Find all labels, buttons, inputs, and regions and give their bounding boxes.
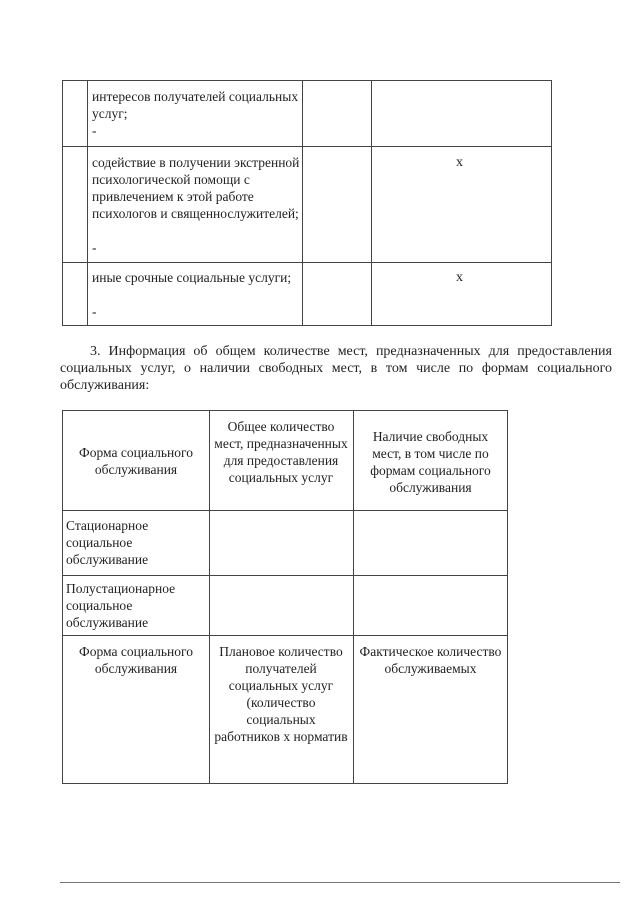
services-table — [62, 80, 552, 326]
table-cell-form: Стационарное социальное обслуживание — [66, 518, 149, 567]
column-header-free: Наличие свободных мест, в том числе по формам социального обслуживания — [370, 429, 491, 495]
table-cell-mark: х — [456, 270, 463, 285]
table-border — [62, 80, 63, 326]
table-border — [551, 80, 552, 326]
table-cell-service: содействие в получении экстренной психологической помощи с привлечением к этой работе психологов и священнослужителей; — [92, 155, 300, 221]
table-border — [302, 80, 303, 326]
table-border — [62, 783, 508, 784]
table-border — [507, 410, 508, 784]
places-table — [62, 410, 508, 784]
table-border — [62, 410, 508, 411]
table-cell-service: интересов получателей социальных услуг; — [92, 89, 299, 121]
column-header-total: Общее количество мест, предназначенных для предоставления социальных услуг — [214, 419, 348, 485]
table-border — [62, 575, 508, 576]
column-header-form: Форма социального обслуживания — [79, 445, 193, 477]
table-cell-mark: х — [456, 155, 463, 170]
table-border — [62, 635, 508, 636]
column-header-planned: Плановое количество получателей социальных услуг (количество социальных работников х норматив — [214, 644, 348, 744]
table-border — [62, 510, 508, 511]
column-header-form-2: Форма социального обслуживания — [79, 644, 193, 676]
section-3-paragraph: 3. Информация об общем количестве мест, предназначенных для предоставления социальных услуг, о наличии свободных мест, в том числе по формам социального обслуживания: — [60, 344, 612, 393]
table-cell-service: иные срочные социальные услуги; — [92, 270, 292, 285]
table-cell-dash: - — [92, 240, 97, 255]
table-border — [87, 80, 88, 326]
table-cell-dash: - — [92, 304, 97, 319]
table-cell-form: Полустационарное социальное обслуживание — [66, 581, 176, 630]
table-border — [209, 410, 210, 784]
column-header-actual: Фактическое количество обслуживаемых — [359, 644, 502, 676]
table-border — [62, 80, 552, 81]
page-divider — [60, 882, 620, 883]
table-border — [62, 146, 552, 147]
table-border — [62, 410, 63, 784]
table-border — [371, 80, 372, 326]
table-cell-dash: - — [92, 123, 97, 138]
table-border — [353, 410, 354, 784]
table-border — [62, 325, 552, 326]
table-border — [62, 262, 552, 263]
